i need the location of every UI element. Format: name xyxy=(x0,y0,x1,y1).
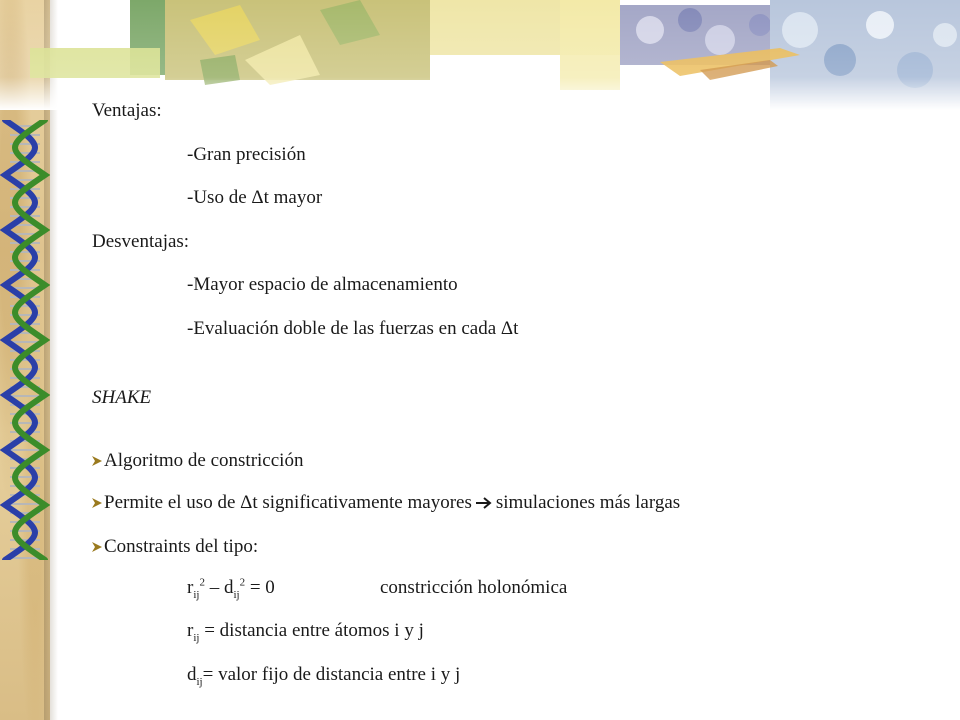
desventaja-almacenamiento: -Mayor espacio de almacenamiento xyxy=(187,274,458,295)
dna-helix-image xyxy=(0,120,50,560)
eq-equals-zero: = 0 xyxy=(245,577,275,598)
eq-r: r xyxy=(187,577,194,598)
definition-r xyxy=(187,620,424,642)
bullet-permite-mid: t significativamente mayores xyxy=(252,492,472,513)
constraint-equation xyxy=(187,577,275,599)
decorative-banner xyxy=(0,0,960,110)
right-arrow-icon xyxy=(475,496,493,510)
bullet-permite-pre: Permite el uso de xyxy=(104,492,241,513)
delta-symbol: Δ xyxy=(240,492,253,513)
bullet-arrow-icon xyxy=(92,541,102,553)
definition-d xyxy=(187,664,460,686)
ventaja-delta-t-prefix: -Uso de xyxy=(187,187,252,208)
section-title-shake: SHAKE xyxy=(92,387,152,408)
bullet-arrow-icon xyxy=(92,497,102,509)
def-d-sub: ij xyxy=(196,675,203,688)
def-d-text: = valor fijo de distancia entre i y j xyxy=(202,664,461,685)
bullet-permite-post: simulaciones más largas xyxy=(495,492,681,513)
bullet-constraints-text: Constraints del tipo: xyxy=(104,536,259,557)
def-r-sub: ij xyxy=(193,631,200,644)
def-d-letter: d xyxy=(187,664,197,685)
desventajas-heading: Desventajas: xyxy=(92,231,190,252)
bullet-permite xyxy=(92,492,680,514)
desventaja-evaluacion xyxy=(187,318,518,340)
desventaja-evaluacion-prefix: -Evaluación doble de las fuerzas en cada xyxy=(187,318,501,339)
ventaja-delta-t-suffix: t mayor xyxy=(263,187,323,208)
delta-symbol: Δ xyxy=(500,318,514,339)
eq-ij-sub-d: ij xyxy=(233,588,240,601)
eq-ij-sub: ij xyxy=(193,588,200,601)
eq-sq: 2 xyxy=(199,576,205,589)
bullet-algoritmo xyxy=(92,450,303,472)
ventaja-precision: -Gran precisión xyxy=(187,144,306,165)
ventaja-delta-t xyxy=(187,187,322,209)
delta-symbol: Δ xyxy=(251,187,264,208)
constraint-label: constricción holonómica xyxy=(380,577,568,598)
desventaja-evaluacion-suffix: t xyxy=(513,318,519,339)
bullet-constraints xyxy=(92,536,258,558)
bullet-arrow-icon xyxy=(92,455,102,467)
def-r-text: = distancia entre átomos i y j xyxy=(199,620,424,641)
def-r-letter: r xyxy=(187,620,194,641)
eq-minus-d: – d xyxy=(204,577,234,598)
eq-sq-d: 2 xyxy=(239,576,246,589)
ventajas-heading: Ventajas: xyxy=(92,100,162,121)
bullet-algoritmo-text: Algoritmo de constricción xyxy=(104,450,304,471)
